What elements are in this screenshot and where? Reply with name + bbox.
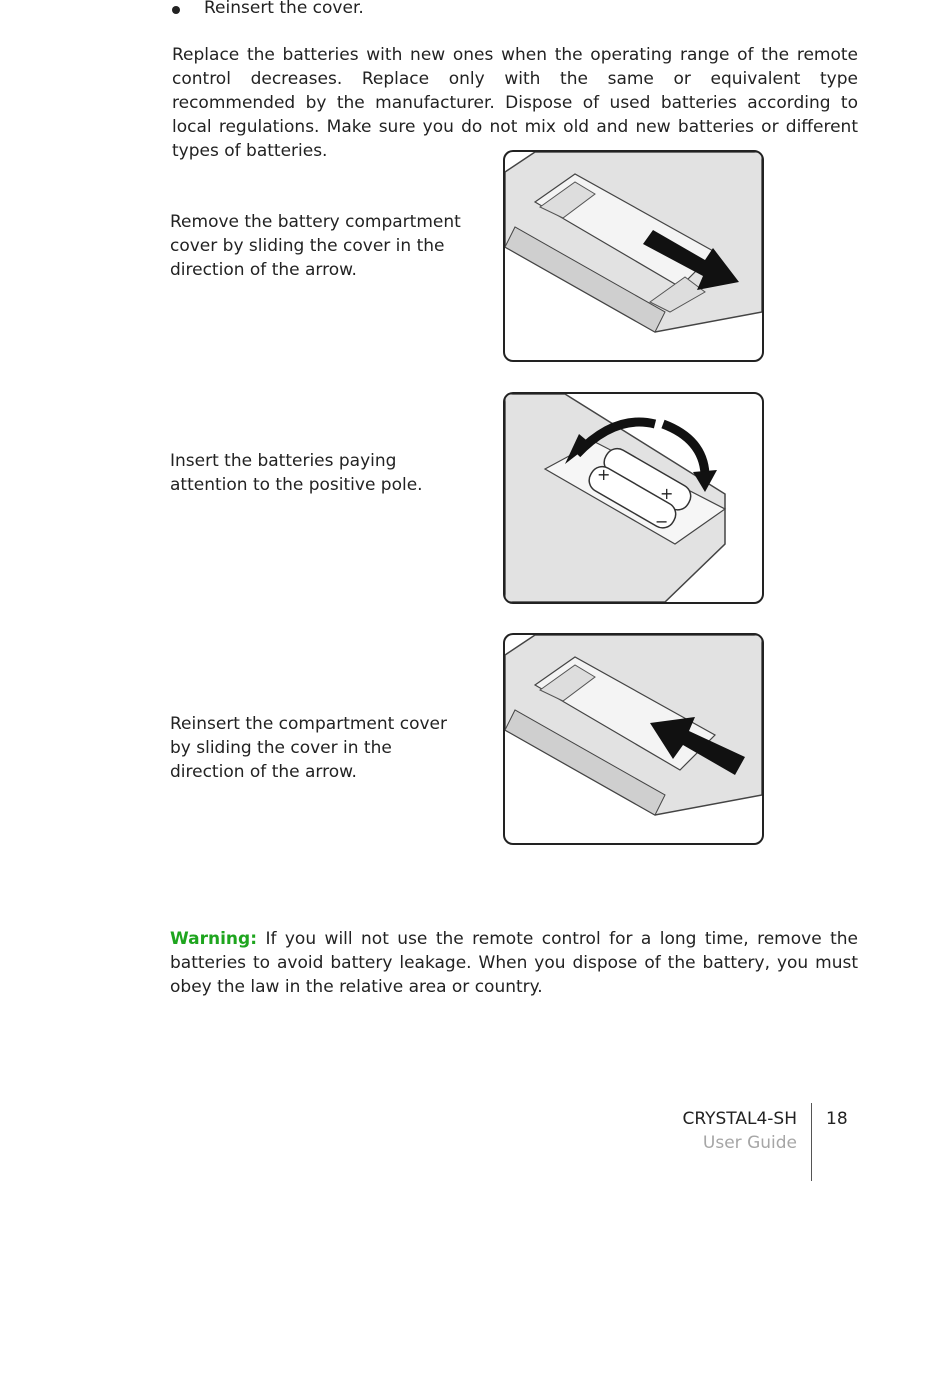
bullet-text: Reinsert the cover.	[204, 0, 364, 18]
page-number: 18	[826, 1109, 848, 1129]
step-insert-batteries-text: Insert the batteries paying attention to the positive pole.	[170, 451, 423, 495]
svg-text:+: +	[597, 465, 611, 484]
warning-text: If you will not use the remote control for a long time, remove the batteries to avoid battery leakage. When you dispose of the battery, you must obey the law in the relative area or country.	[170, 929, 858, 997]
step-remove-cover-text: Remove the battery compartment cover by sliding the cover in the direction of the arrow.	[170, 212, 461, 280]
warning-paragraph	[170, 927, 858, 999]
footer-subtitle: User Guide	[702, 1133, 797, 1153]
bullet-dot	[172, 6, 180, 14]
reinsert-cover-illustration	[503, 633, 764, 845]
svg-text:+: +	[660, 484, 674, 503]
step-reinsert-cover-text: Reinsert the compartment cover by sliding the cover in the direction of the arrow.	[170, 714, 447, 782]
warning-label: Warning:	[170, 929, 258, 949]
battery-replacement-paragraph: Replace the batteries with new ones when the operating range of the remote control decreases. Replace only with the same or equivalent type recommended by the manufacturer. Dispose of used batteries according to local regulations. Make sure you do not mix old and new batteries or different types of batteries.	[172, 45, 858, 161]
footer-product-name: CRYSTAL4-SH	[682, 1109, 797, 1129]
svg-text:−: −	[655, 512, 669, 531]
footer-divider	[811, 1103, 812, 1181]
insert-batteries-illustration	[503, 392, 764, 604]
remove-cover-illustration	[503, 150, 764, 362]
